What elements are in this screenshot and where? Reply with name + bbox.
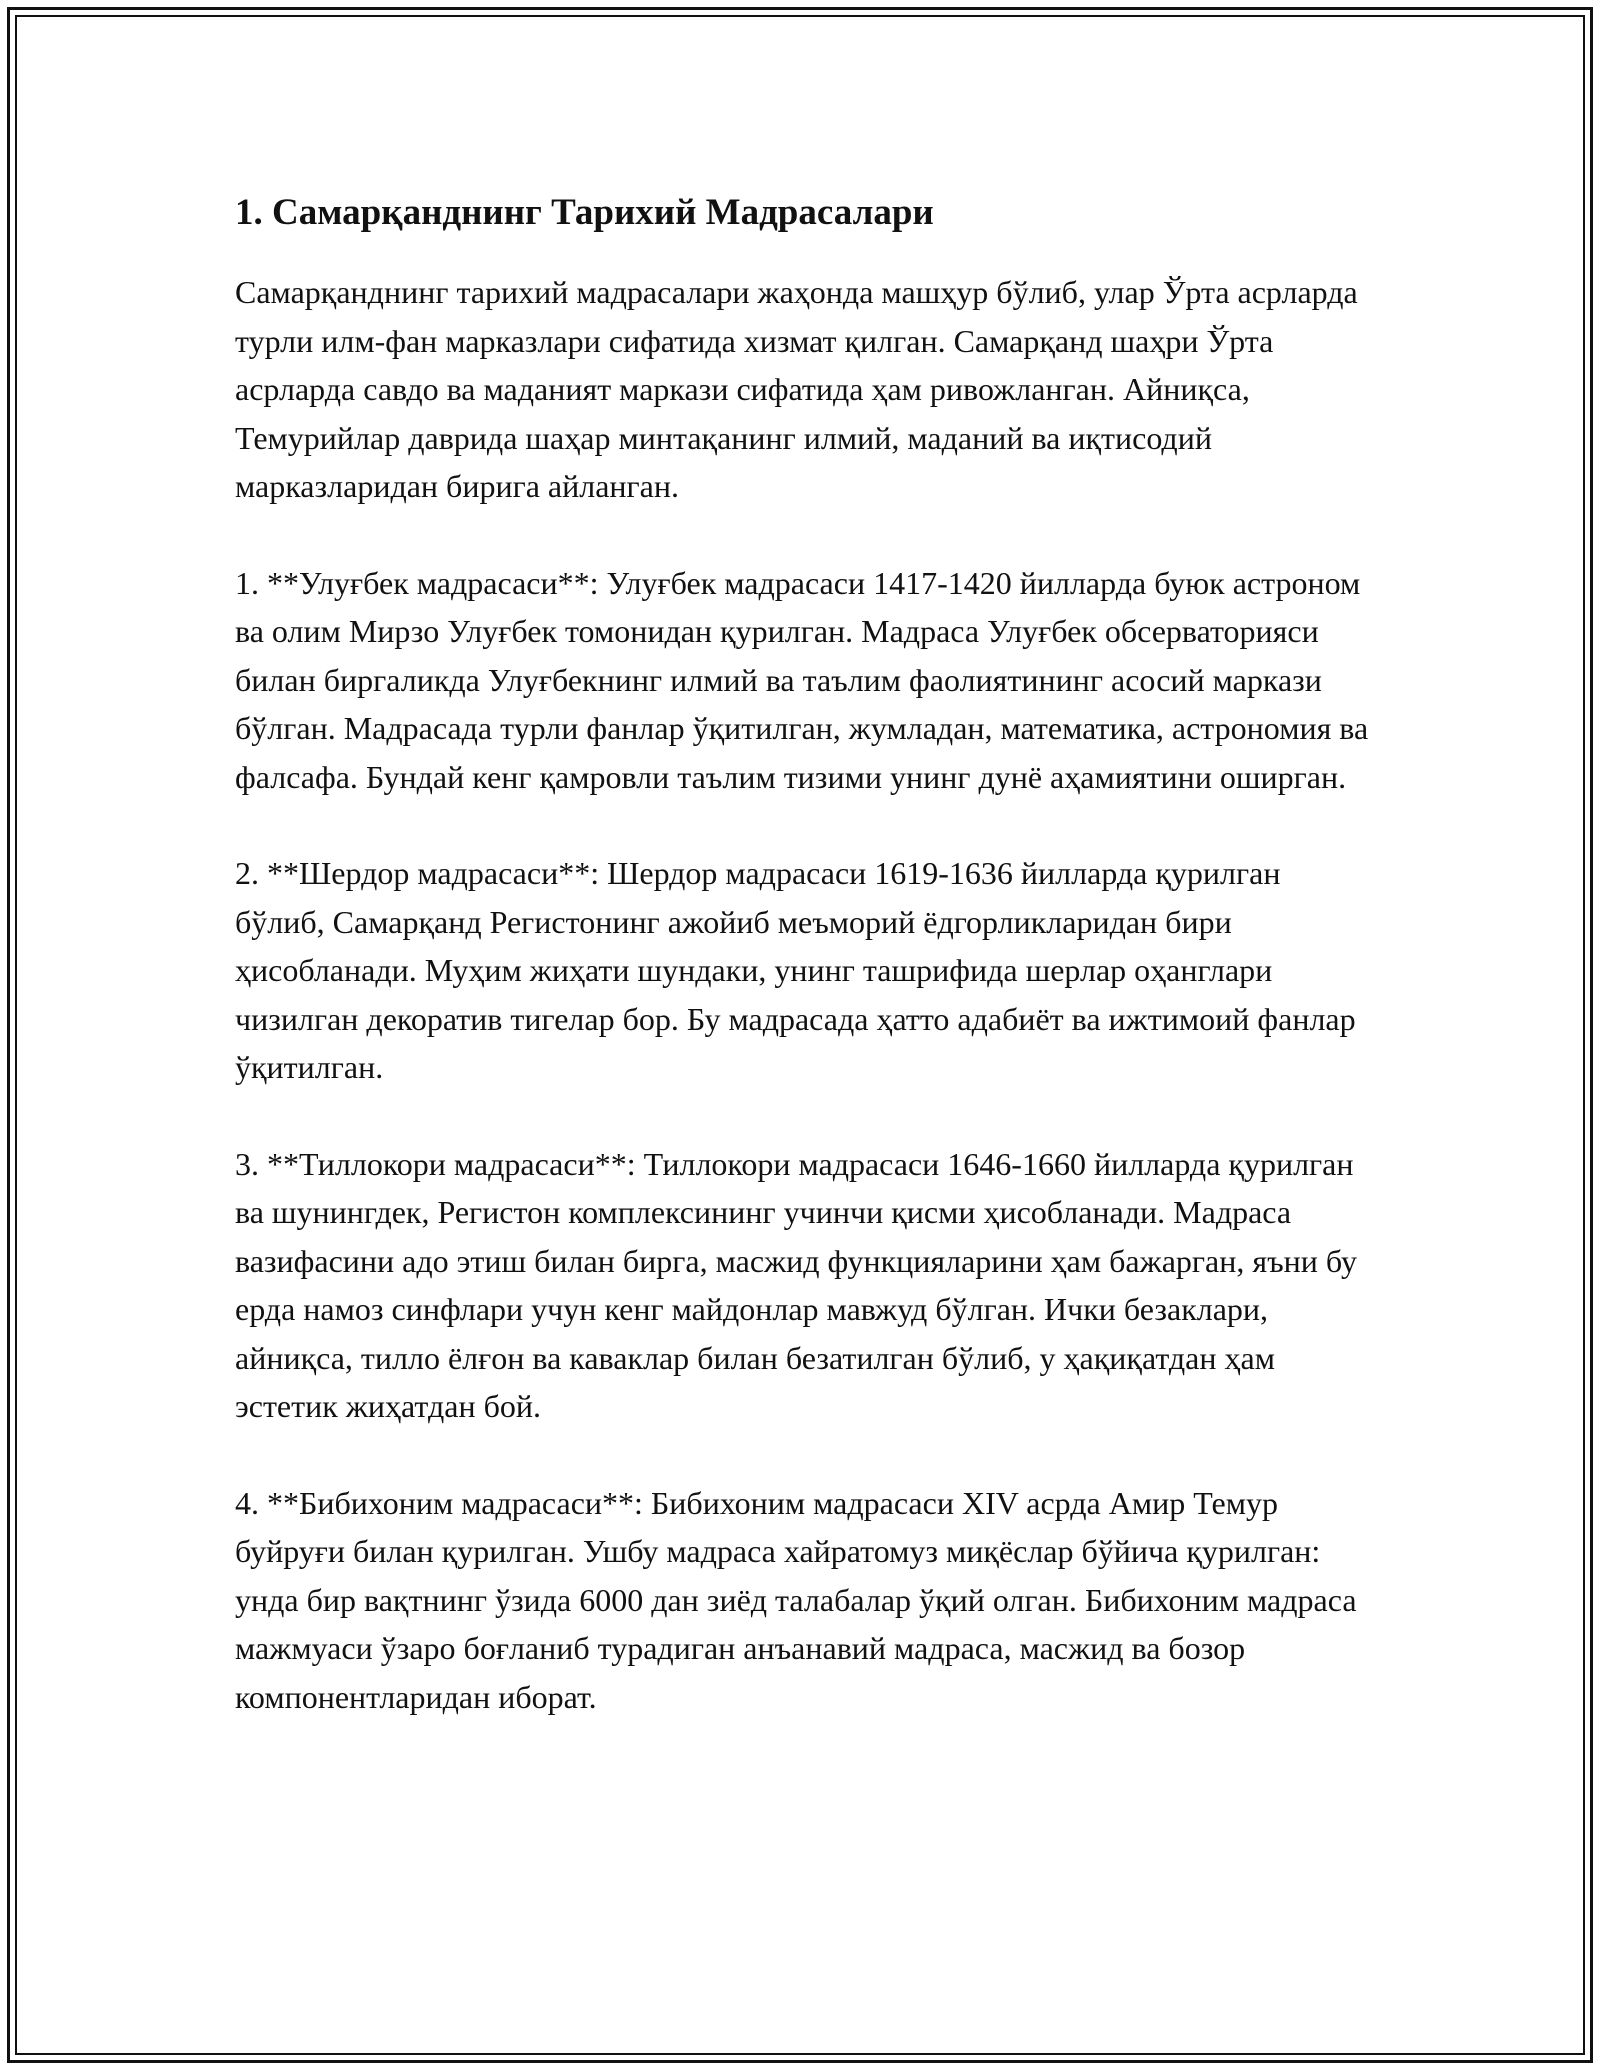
paragraph-sherdor-madrasa: 2. **Шердор мадрасаси**: Шердор мадрасаси 1619-1636 йилларда қурилган бўлиб, Самарқанд Регистонинг ажойиб меъморий ёдгорликларидан бири ҳисобланади. Муҳим жиҳати шундаки, унинг ташрифида шерлар оҳанглари чизилган декоратив тигелар бор. Бу мадрасада ҳатто адабиёт ва ижтимоий фанлар ўқитилган. (235, 855, 1356, 1085)
intro-paragraph: Самарқанднинг тарихий мадрасалари жаҳонда машҳур бўлиб, улар Ўрта асрларда турли илм-фан марказлари сифатида хизмат қилган. Самарқанд шаҳри Ўрта асрларда савдо ва маданият маркази сифатида ҳам ривожланган. Айниқса, Темурийлар даврида шаҳар минтақанинг илмий, маданий ва иқтисодий марказларидан бирига айланган. (235, 274, 1358, 504)
document-title: 1. Самарқанднинг Тарихий Мадрасалари (235, 192, 934, 233)
paragraph-tillakori-madrasa: 3. **Тиллокори мадрасаси**: Тиллокори мадрасаси 1646-1660 йилларда қурилган ва шунингдек, Регистон комплексининг учинчи қисми ҳисобланади. Мадраса вазифасини адо этиш билан бирга, масжид функцияларини ҳам бажарган, яъни бу ерда намоз синфлари учун кенг майдонлар мавжуд бўлган. Ички безаклари, айниқса, тилло ёлғон ва каваклар билан безатилган бўлиб, у ҳақиқатдан ҳам эстетик жиҳатдан бой. (235, 1145, 1357, 1424)
paragraph-ulugbek-madrasa: 1. **Улуғбек мадрасаси**: Улуғбек мадрасаси 1417-1420 йилларда буюк астроном ва олим Мирзо Улуғбек томонидан қурилган. Мадраса Улуғбек обсерваторияси билан биргаликда Улуғбекнинг илмий ва таълим фаолиятининг асосий маркази бўлган. Мадрасада турли фанлар ўқитилган, жумладан, математика, астрономия ва фалсафа. Бундай кенг қамровли таълим тизими унинг дунё аҳамиятини оширган. (235, 564, 1369, 795)
paragraph-bibikhanym-madrasa: 4. **Бибихоним мадрасаси**: Бибихоним мадрасаси XIV асрда Амир Темур буйруғи билан қурилган. Ушбу мадраса хайратомуз миқёслар бўйича қурилган: унда бир вақтнинг ўзида 6000 дан зиёд талабалар ўқий олган. Бибихоним мадраса мажмуаси ўзаро боғланиб турадиган анъанавий мадраса, масжид ва бозор компонентларидан иборат. (235, 1484, 1357, 1715)
document-body (235, 188, 1375, 1769)
